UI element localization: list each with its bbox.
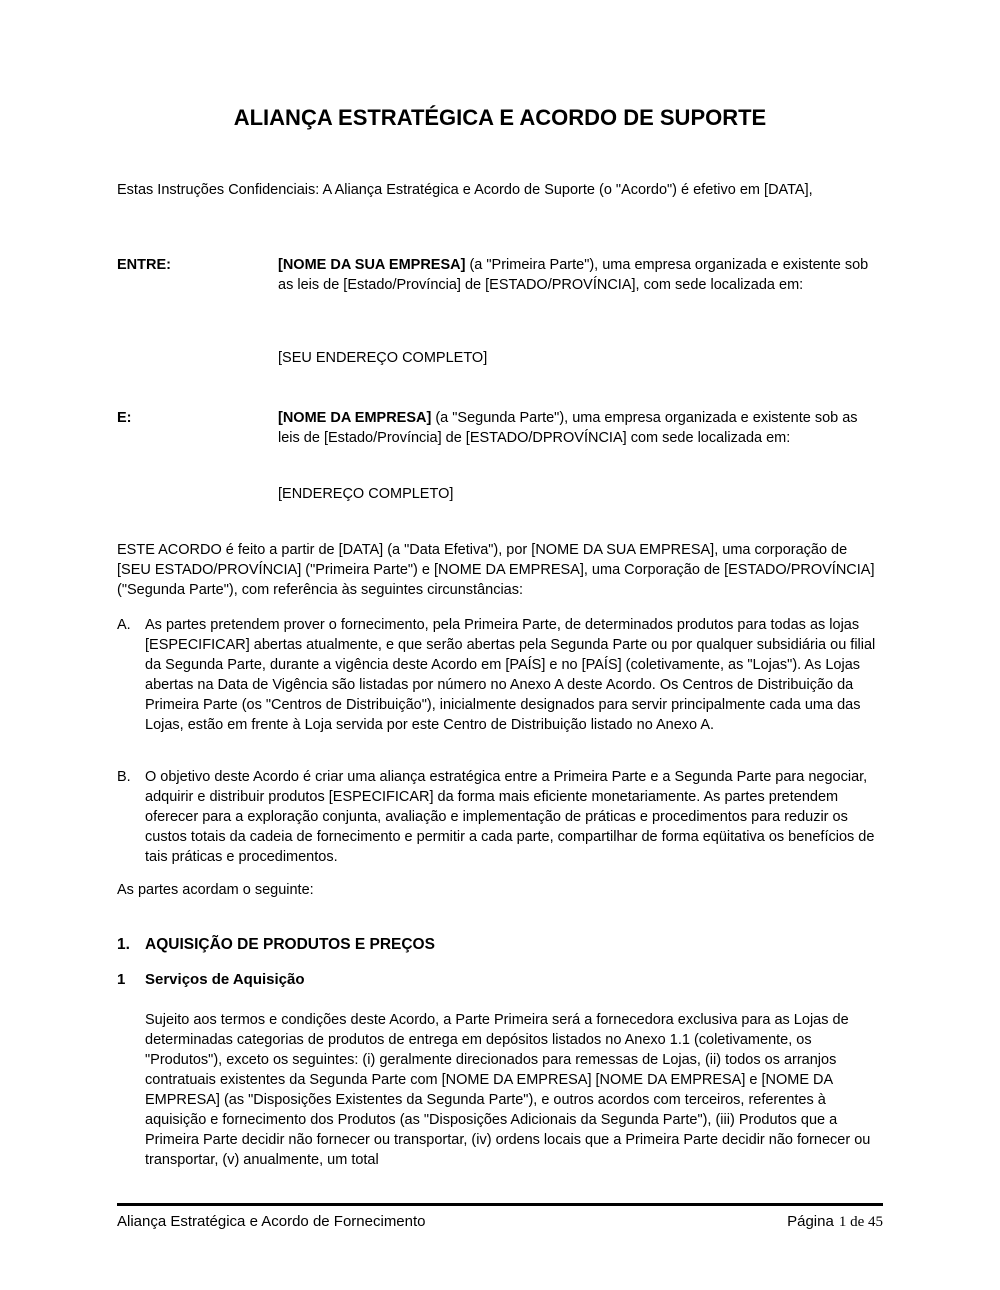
party-name-first: [NOME DA SUA EMPRESA] [278, 257, 466, 273]
document-content [117, 0, 883, 1290]
footer-page-label: Página [787, 1213, 834, 1230]
subsection-body-paragraph: Sujeito aos termos e condições deste Acordo, a Parte Primeira será a fornecedora exclusiva para as Lojas de determinadas categorias de produtos de entrega em depósitos listados no Anexo 1.1 (coletivamente, os "Produtos"), exceto os seguintes: (i) geralmente direcionados para remessas de Lojas, (ii) todos os arranjos contratuais existentes da Segunda Parte com [NOME DA EMPRESA] [NOME DA EMPRESA] e [NOME DA EMPRESA] (as "Disposições Existentes da Segunda Parte"), e outros acordos com terceiros, referentes à aquisição e fornecimento dos Produtos (as "Disposições Adicionais da Segunda Parte"), (iii) Produtos que a Primeira Parte decidir não fornecer ou transportar, (iv) ordens locais que a Primeira Parte decidir não fornecer ou transportar, (v) anualmente, um total [145, 1012, 871, 1168]
recitals-intro-paragraph: ESTE ACORDO é feito a partir de [DATA] (a "Data Efetiva"), por [NOME DA SUA EMPRESA], uma corporação de [SEU ESTADO/PROVÍNCIA] ("Primeira Parte") e [NOME DA EMPRESA], uma Corporação de [ESTADO/PROVÍNCIA] ("Segunda Parte"), com referência às seguintes circunstâncias: [117, 542, 875, 598]
recital-text-a: As partes pretendem prover o fornecimento, pela Primeira Parte, de determinados produtos para todas as lojas [ESPECIFICAR] abertas atualmente, e que serão abertas pela Segunda Parte ou por qualquer subsidiária ou filial da Segunda Parte, durante a vigência deste Acordo em [PAÍS] e no [PAÍS] (coletivamente, as "Lojas"). As Lojas abertas na Data de Vigência são listadas por número no Anexo A deste Acordo. Os Centros de Distribuição da Primeira Parte (os "Centros de Distribuição"), inicialmente designados para servir principalmente cada uma das Lojas, estão em frente à Loja servida por este Centro de Distribuição listado no Anexo A. [145, 617, 876, 733]
agreement-lead-paragraph: As partes acordam o seguinte: [117, 882, 314, 898]
page-footer [117, 1212, 883, 1232]
party-rest-first: (a "Primeira Parte"), uma empresa organizada e existente sob as leis de [Estado/Província] de [ESTADO/PROVÍNCIA], com sede localizada em: [278, 257, 869, 293]
party-label-entre: ENTRE: [117, 257, 171, 273]
party-block-second [117, 408, 883, 448]
party-address-second: [ENDEREÇO COMPLETO] [278, 486, 454, 502]
subsection-heading-1 [117, 970, 883, 990]
section-heading-1 [117, 935, 883, 955]
party-address-first: [SEU ENDEREÇO COMPLETO] [278, 350, 488, 366]
party-label-e: E: [117, 410, 132, 426]
footer-document-name: Aliança Estratégica e Acordo de Fornecimento [117, 1213, 426, 1230]
footer-page-number [787, 1212, 883, 1232]
subsection-number: 1 [117, 971, 126, 988]
party-description-first [278, 255, 883, 295]
document-title: ALIANÇA ESTRATÉGICA E ACORDO DE SUPORTE [233, 105, 767, 130]
party-block-first [117, 255, 883, 295]
recital-text-b: O objetivo deste Acordo é criar uma aliança estratégica entre a Primeira Parte e a Segunda Parte para negociar, adquirir e distribuir produtos [ESPECIFICAR] da forma mais eficiente monetariamente. As partes pretendem oferecer para a exploração conjunta, avaliação e implementação de práticas e procedimentos para reduzir os custos totais da cadeia de fornecimento e permitir a cada parte, compartilhar de forma eqüitativa os benefícios de tais práticas e procedimentos. [145, 769, 875, 865]
recital-item-b [117, 767, 883, 867]
party-rest-second: (a "Segunda Parte"), uma empresa organizada e existente sob as leis de [Estado/Província] de [ESTADO/DPROVÍNCIA] com sede localizada em: [278, 410, 858, 446]
section-number: 1. [117, 936, 130, 953]
section-title: AQUISIÇÃO DE PRODUTOS E PREÇOS [145, 936, 435, 953]
recital-item-a [117, 615, 883, 735]
recital-label-a: A. [117, 617, 131, 633]
intro-paragraph: Estas Instruções Confidenciais: A Aliança Estratégica e Acordo de Suporte (o "Acordo") é efetivo em [DATA], [117, 182, 813, 198]
footer-page-value: 1 de 45 [838, 1214, 883, 1230]
party-name-second: [NOME DA EMPRESA] [278, 410, 432, 426]
footer-divider [117, 1203, 883, 1206]
recital-label-b: B. [117, 769, 131, 785]
party-description-second [278, 408, 883, 448]
subsection-title: Serviços de Aquisição [145, 971, 305, 988]
